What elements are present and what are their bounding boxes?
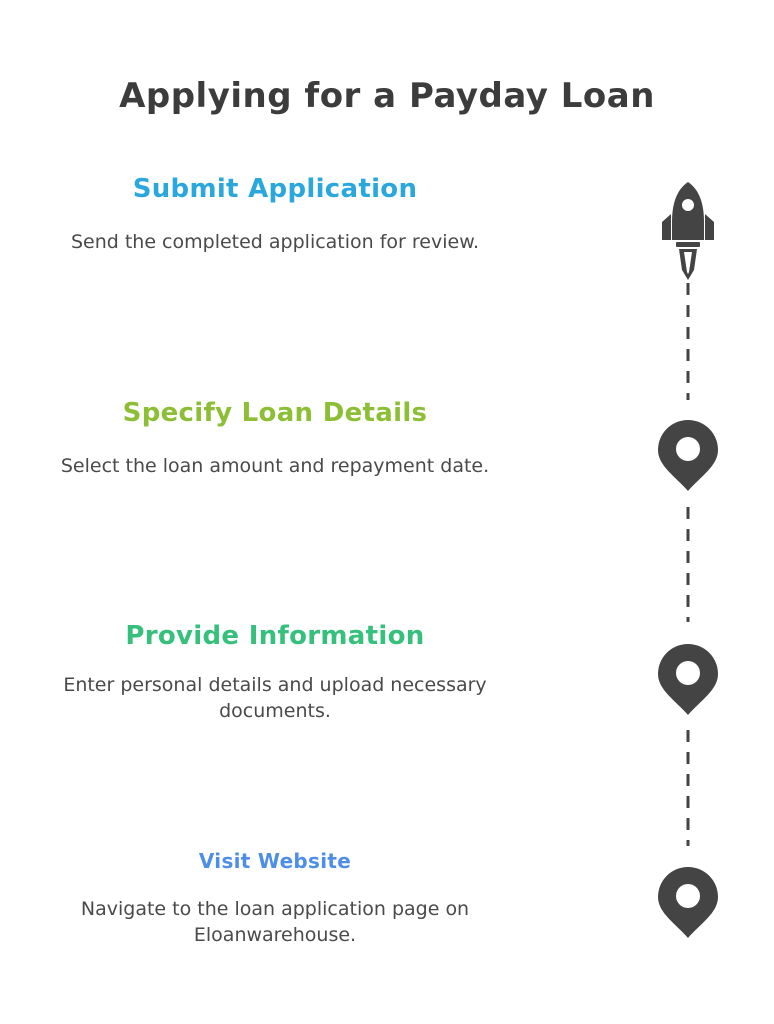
step-visit-website-title: Visit Website bbox=[198, 849, 352, 873]
map-pin-icon bbox=[658, 867, 718, 938]
step-submit-application-title: Submit Application bbox=[132, 174, 418, 204]
step-submit-application-description: Send the completed application for review. bbox=[70, 231, 480, 253]
rocket-icon bbox=[662, 182, 714, 280]
step-provide-information-description: Enter personal details and upload necessary documents. bbox=[63, 674, 487, 722]
step-provide-information-title: Provide Information bbox=[125, 621, 425, 651]
step-specify-loan-details-title: Specify Loan Details bbox=[122, 398, 428, 428]
step-specify-loan-details-description: Select the loan amount and repayment date. bbox=[60, 455, 490, 477]
map-pin-icon bbox=[658, 644, 718, 715]
step-visit-website-description: Navigate to the loan application page on Eloanwarehouse. bbox=[80, 898, 470, 946]
page-title: Applying for a Payday Loan bbox=[119, 76, 655, 116]
map-pin-icon bbox=[658, 420, 718, 491]
